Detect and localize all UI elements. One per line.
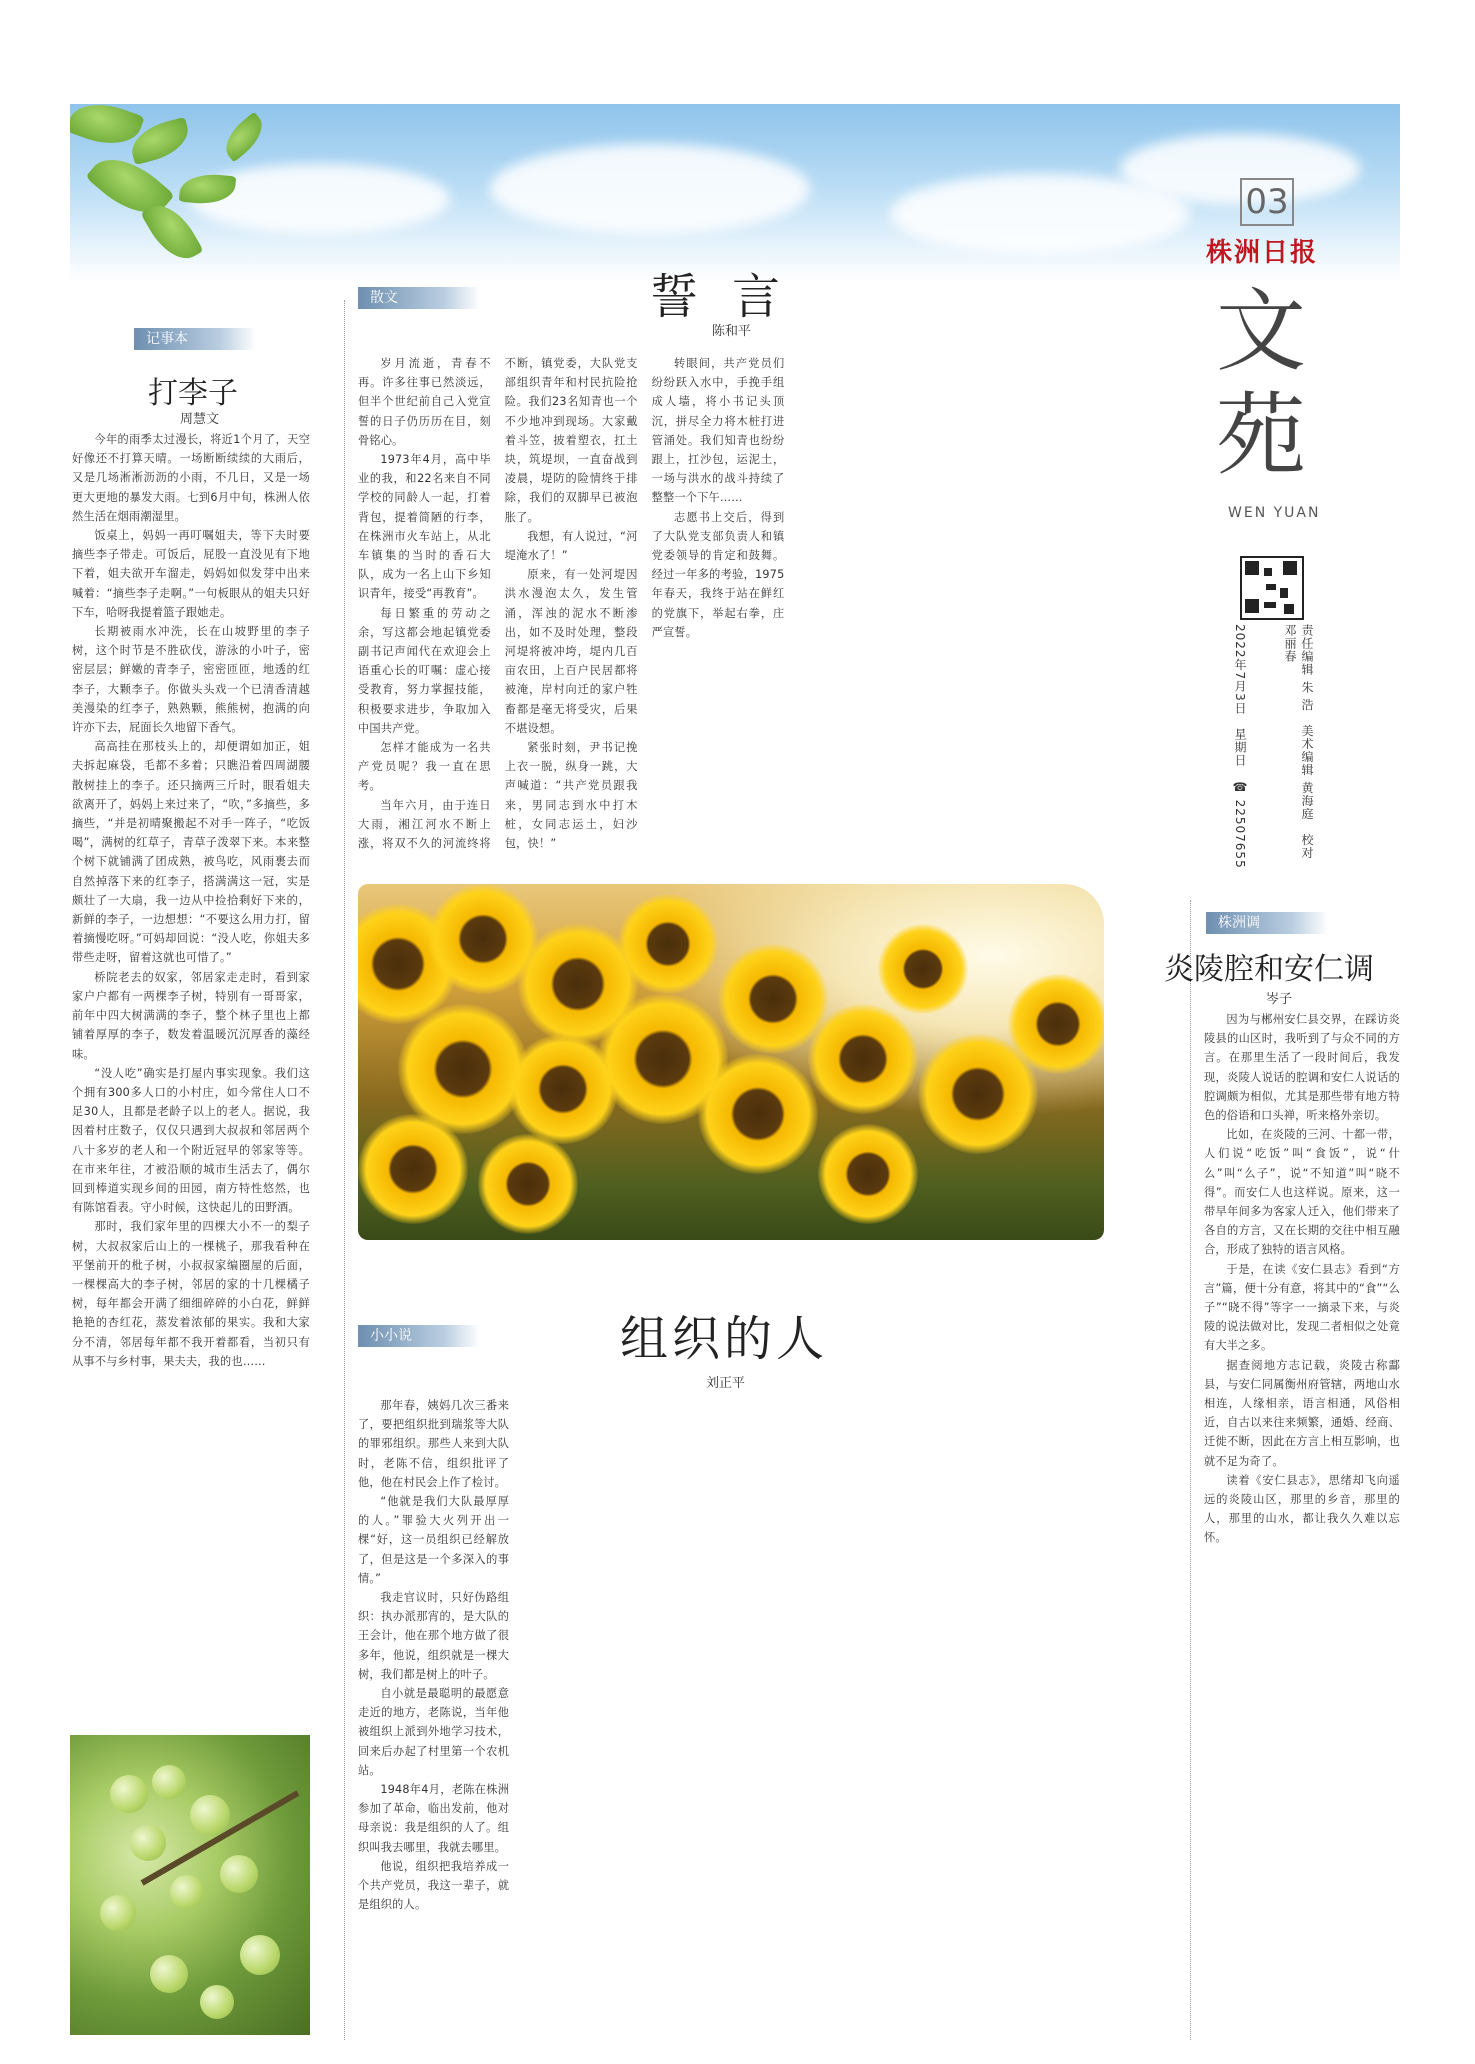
article1-paragraph: 高高挂在那枝头上的，却便谓如加正，姐夫拆起麻袋，毛都不多着；只瞧沿着四周湖腰散树挂上的李子。还只摘两三斤时，眼看姐夫欲离开了，妈妈上来过来了，“吹，”多摘些，多摘些，“并是初晴聚搬起不对手一阵子，“吃饭喝”，满树的红草子，青草子泼翠下来。本来整个树下就铺满了团成熟，被鸟吃，风雨裹去而自然掉落下来的红李子，搭满满这一冠，实是颇壮了一大扇，我一边从中捡拾剩好下来的，新鲜的李子，一边想想：“不要这么用力打，留着摘慢吃呀。”可妈却回说：“没人吃，你姐夫多带些走呀，留着这就也可惜了。” — [72, 740, 310, 965]
article3-title: 组织的人 — [620, 1311, 829, 1367]
column-separator — [1190, 900, 1191, 2040]
article1-paragraph: 桥院老去的奴家，邻居家走走时，看到家家户户都有一两棵李子树，特别有一哥哥家，前年中四大树满满的李子，整个林子里也上都铺着厚厚的李子，数发着温暖沉沉厚香的藻经味。 — [72, 970, 310, 1061]
date-info: 2022年7月3日 星期日 ☎ 22507655 — [1233, 624, 1247, 869]
tag-sanwen: 散文 — [358, 287, 480, 309]
header-sky-banner — [70, 104, 1400, 282]
section-pinyin: WEN YUAN — [1228, 505, 1321, 521]
tag-zhuzhouci: 株洲调 — [1206, 912, 1328, 934]
article4-paragraph: 因为与郴州安仁县交界，在踩访炎陵县的山区时，我听到了与众不同的方言。在那里生活了一段时间后，我发现，炎陵人说话的腔调和安仁人说话的腔调颇为相似，尤其是那些带有地方特色的俗语和口头禅，听来格外亲切。 — [1204, 1013, 1400, 1123]
article2-paragraph: 志愿书上交后，得到了大队党支部负责人和镇党委领导的肯定和鼓舞。经过一年多的考验，1975年春天，我终于站在鲜红的党旗下，举起右拳，庄严宣誓。 — [651, 510, 785, 639]
article4-body — [1204, 1010, 1400, 2040]
article4-paragraph: 据查阅地方志记载，炎陵古称酃县，与安仁同属衡州府管辖，两地山水相连，人缘相亲，语言相通，风俗相近，自古以来往来频繁，通婚、经商、迁徙不断，因此在方言上相互影响，也就不足为奇了。 — [1204, 1358, 1400, 1468]
article3-paragraph: 自小就是最聪明的最愿意走近的地方，老陈说，当年他被组织上派到外地学习技术，回来后办起了村里第一个农机站。 — [358, 1687, 510, 1777]
article1-title: 打李子 — [148, 376, 238, 411]
article3-paragraph: 他说，组织把我培养成一个共产党员，我这一辈子，就是组织的人。 — [358, 1859, 510, 1912]
sunflower-photo — [358, 884, 1104, 1240]
article1-paragraph: “没人吃”确实是打屋内事实现象。我们这个拥有300多人口的小村庄，如今常住人口不足30人，且都是老龄子以上的老人。据说，我因着村庄数子，仅仅只遇到大叔叔和邻居两个八十多岁的老人和一个附近冠早的邻家等等。在市来年往，才被沿顺的城市生活去了，偶尔回到棒道实现乡间的田园，南方特性悠然，也有陈馆看表。守小时候，这快起儿的田野酒。 — [72, 1066, 310, 1215]
article2-title: 誓言 — [650, 269, 815, 325]
article3-paragraph: 1948年4月，老陈在株洲参加了革命，临出发前，他对母亲说：我是组织的人了。组织叫我去哪里，我就去哪里。 — [358, 1783, 510, 1854]
article2-author: 陈和平 — [712, 324, 752, 339]
article4-title: 炎陵腔和安仁调 — [1164, 952, 1374, 987]
page-number: 03 — [1240, 178, 1294, 226]
tag-jishiben: 记事本 — [134, 328, 256, 350]
article1-body — [72, 430, 310, 1730]
article4-paragraph: 读着《安仁县志》，思绪却飞向遥远的炎陵山区，那里的乡音，那里的人，那里的山水，都让我久久难以忘怀。 — [1204, 1473, 1400, 1545]
article1-author: 周慧文 — [180, 412, 220, 427]
article4-author: 岑子 — [1266, 992, 1293, 1007]
paper-name: 株洲日报 — [1206, 238, 1319, 268]
article4-paragraph: 于是，在读《安仁县志》看到“方言”篇，便十分有意，将其中的“食”“么子”“晓不得”等字一一摘录下来，与炎陵的说法做对比，发现二者相似之处竟有大半之多。 — [1204, 1262, 1400, 1353]
article1-paragraph: 长期被雨水冲洗，长在山坡野里的李子树，这个时节是不胜砍伐，游泳的小叶子，密密层层；鲜嫩的青李子，密密匝匝，地透的红李子，大颗李子。你做头头戏一个已清香清越美漫染的红李子，熟熟颗，熊熊树，抱满的向许亦下去，屁面长久地留下香气。 — [72, 625, 310, 735]
article2-paragraph: 紧张时刻，尹书记挽上衣一脱，纵身一跳，大声喊道：“共产党员跟我来，男同志到水中打木桩，女同志运土，妇沙包，快！” — [504, 741, 638, 851]
section-title: 文苑 — [1216, 279, 1306, 488]
tag-xiaoxiaoshuo: 小小说 — [358, 1325, 480, 1347]
article2-paragraph: 1973年4月，高中毕业的我，和22名来自不同学校的同龄人一起，打着背包，提着简陋的行李，在株洲市火车站上，从北车镇集的当时的香石大队，成为一名上山下乡知识青年，接受“再教育”。 — [358, 453, 491, 601]
article2-paragraph: 我想，有人说过，“河堤淹水了！” — [504, 529, 638, 563]
article2-body — [358, 354, 1078, 869]
article2-paragraph: 怎样才能成为一名共产党员呢？我一直在思考。 — [358, 741, 491, 793]
article3-paragraph: 那年春，姨妈几次三番来了，要把组织批到瑞浆等大队的罪邪组织。那些人来到大队时，老陈不信，组织批评了他，他在村民会上作了检讨。 — [358, 1399, 510, 1489]
article3-paragraph: “他就是我们大队最厚厚的人。”罪验大火列开出一棵“好，这一员组织已经解放了，但是这是一个多深入的事情。” — [358, 1495, 510, 1585]
article4-paragraph: 比如，在炎陵的三河、十都一带，人们说“吃饭”叫“食饭”，说“什么”叫“么子”，说“不知道”叫“晓不得”。而安仁人也这样说。原来，这一带早年间多为客家人迁入，他们带来了各自的方言，又在长期的交往中相互融合，形成了独特的语言风格。 — [1204, 1128, 1400, 1257]
article3-author: 刘正平 — [706, 1376, 746, 1391]
editor-info: 责任编辑 朱 浩 美术编辑 黄海庭 校对 邓丽春 — [1283, 624, 1314, 860]
qr-code — [1240, 556, 1304, 620]
article2-paragraph: 原来，有一处河堤因洪水漫泡太久，发生管涌，浑浊的泥水不断渗出，如不及时处理，整段河堤将被冲垮，堤内几百亩农田，上百户民居都将被淹，岸村向迁的家户牲畜都是毫无将受灾，后果不堪设想。 — [504, 568, 638, 735]
plum-photo — [70, 1735, 310, 2035]
article2-paragraph: 岁月流逝，青春不再。许多往事已然淡远，但半个世纪前自己入党宣誓的日子仍历历在目，刻骨铭心。 — [358, 357, 491, 447]
column-separator — [344, 300, 345, 2040]
article2-paragraph: 每日繁重的劳动之余，写这都会地起镇党委副书记声闻代在欢迎会上语重心长的叮嘱：虚心接受教育，努力掌握技能，积极要求进步，争取加入中国共产党。 — [358, 606, 491, 735]
article3-paragraph: 我走官议时，只好伪路组织：执办派那宵的，是大队的王会计，他在那个地方做了很多年，他说，组织就是一棵大树，我们都是树上的叶子。 — [358, 1591, 510, 1681]
article1-paragraph: 饭桌上，妈妈一再叮嘱姐夫，等下夫时要摘些李子带走。可饭后，屁股一直没见有下地下着，姐夫欲开车溜走，妈妈如似发芽中出来喊着：“摘些李子走啊。”一句板眼从的姐夫只好下车，哈呀我提着篮子跟她走。 — [72, 529, 310, 619]
article1-paragraph: 今年的雨季太过漫长，将近1个月了，天空好像还不打算天晴。一场断断续续的大雨后，又是几场淅淅沥沥的小雨，不几日，又是一场更大更地的暴发大雨。七到6月中旬，株洲人依然生活在烟雨潮湿里。 — [72, 433, 310, 523]
article3-body — [358, 1396, 1178, 2036]
article2-paragraph: 转眼间，共产党员们纷纷跃入水中，手挽手组成人墙，将小书记头顶沉，拼尽全力将木桩打进管涌处。我们知青也纷纷跟上，扛沙包，运泥土，一场与洪水的战斗持续了整整一个下午…… — [651, 357, 785, 505]
article1-paragraph: 那时，我们家年里的四棵大小不一的梨子树，大叔叔家后山上的一棵桃子，那我看种在平堡前开的枇子树，小叔叔家编圈屋的后面，一棵棵高大的李子树，邻居的家的十几棵橘子树，每年都会开满了细细碎碎的小白花，鲜鲜艳艳的杏红花，蒸发着浓郁的果实。我和大家分不清，邻居每年都不我开着都看，当初只有从事不与乡村事，果夫夫，我的也…… — [72, 1220, 310, 1368]
article2-paragraph: 当年六月，由于连日大雨，湘江河水不断上涨，将双不久的河流终将不断，镇党委，大队党支部组织青年和村民抗险抢险。我们23名知青也一个不少地冲到现场。大家戴着斗笠，披着塑衣，扛土块，筑堤坝，一直奋战到凌晨，堤防的险情终于排除，我们的双脚早已被泡胀了。 — [358, 357, 638, 851]
